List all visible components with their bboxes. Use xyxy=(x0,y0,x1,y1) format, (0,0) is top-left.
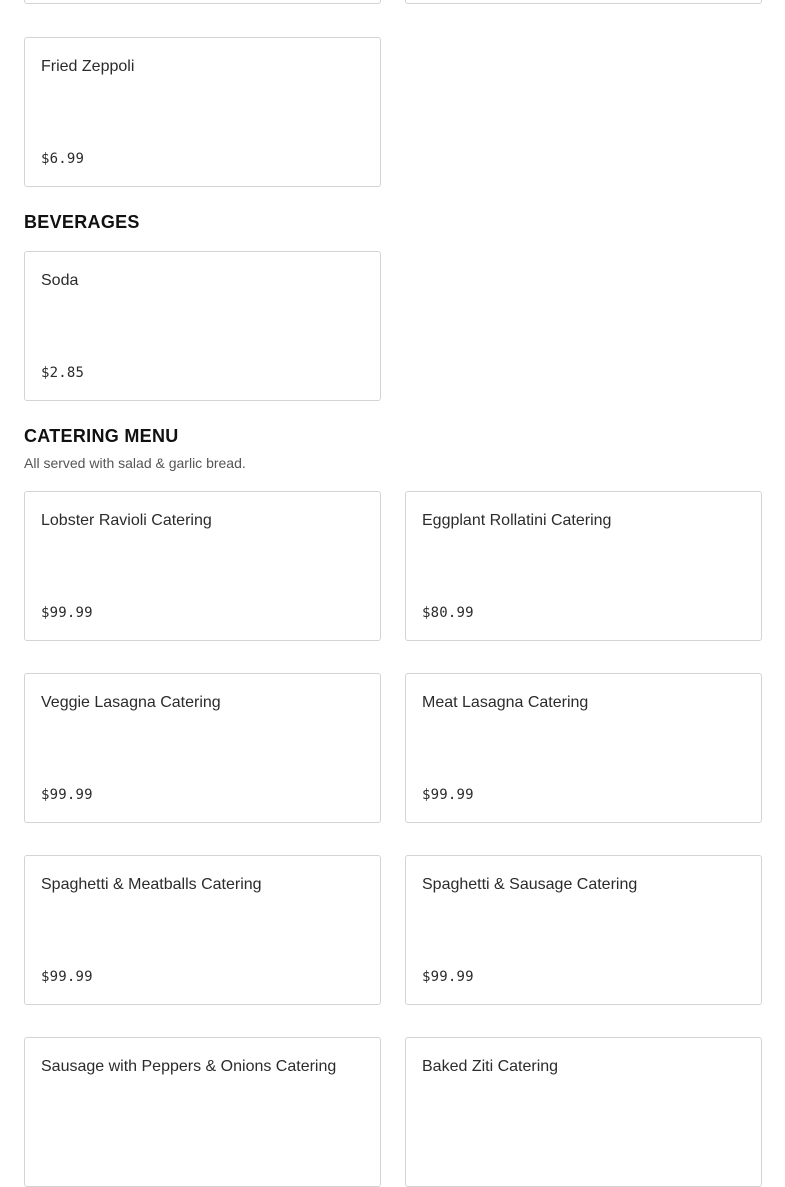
menu-item-card[interactable] xyxy=(405,1037,762,1187)
menu-item-card[interactable] xyxy=(24,0,381,4)
menu-item-name: Veggie Lasagna Catering xyxy=(41,694,221,711)
menu-item-card[interactable] xyxy=(24,37,381,187)
menu-item-card[interactable] xyxy=(24,251,381,401)
menu-item-price: $99.99 xyxy=(422,787,474,803)
menu-item-card[interactable] xyxy=(24,1037,381,1187)
menu-item-price: $99.99 xyxy=(422,969,474,985)
menu-item-price: $6.99 xyxy=(41,151,85,167)
menu-item-name: Spaghetti & Sausage Catering xyxy=(422,876,638,893)
section-title-beverages: BEVERAGES xyxy=(24,212,140,232)
menu-item-name: Baked Ziti Catering xyxy=(422,1058,559,1075)
menu-item-name: Soda xyxy=(41,272,79,289)
menu-item-card[interactable] xyxy=(405,491,762,641)
menu-item-price: $99.99 xyxy=(41,787,93,803)
menu-item-name: Eggplant Rollatini Catering xyxy=(422,512,612,529)
menu-item-card[interactable] xyxy=(405,0,762,4)
menu-item-card[interactable] xyxy=(405,673,762,823)
menu-item-card[interactable] xyxy=(24,673,381,823)
menu-item-price: $99.99 xyxy=(41,969,93,985)
menu-item-price: $99.99 xyxy=(41,605,93,621)
menu-item-name: Meat Lasagna Catering xyxy=(422,694,589,711)
menu-item-name: Spaghetti & Meatballs Catering xyxy=(41,876,262,893)
menu-item-card[interactable] xyxy=(24,491,381,641)
menu-item-name: Sausage with Peppers & Onions Catering xyxy=(41,1058,337,1075)
menu-item-price: $80.99 xyxy=(422,605,474,621)
section-description: All served with salad & garlic bread. xyxy=(24,455,246,471)
menu-item-card[interactable] xyxy=(405,855,762,1005)
menu-item-price: $2.85 xyxy=(41,365,85,381)
menu-item-name: Fried Zeppoli xyxy=(41,58,135,75)
section-title-catering: CATERING MENU xyxy=(24,426,179,446)
menu-item-name: Lobster Ravioli Catering xyxy=(41,512,212,529)
menu-item-card[interactable] xyxy=(24,855,381,1005)
